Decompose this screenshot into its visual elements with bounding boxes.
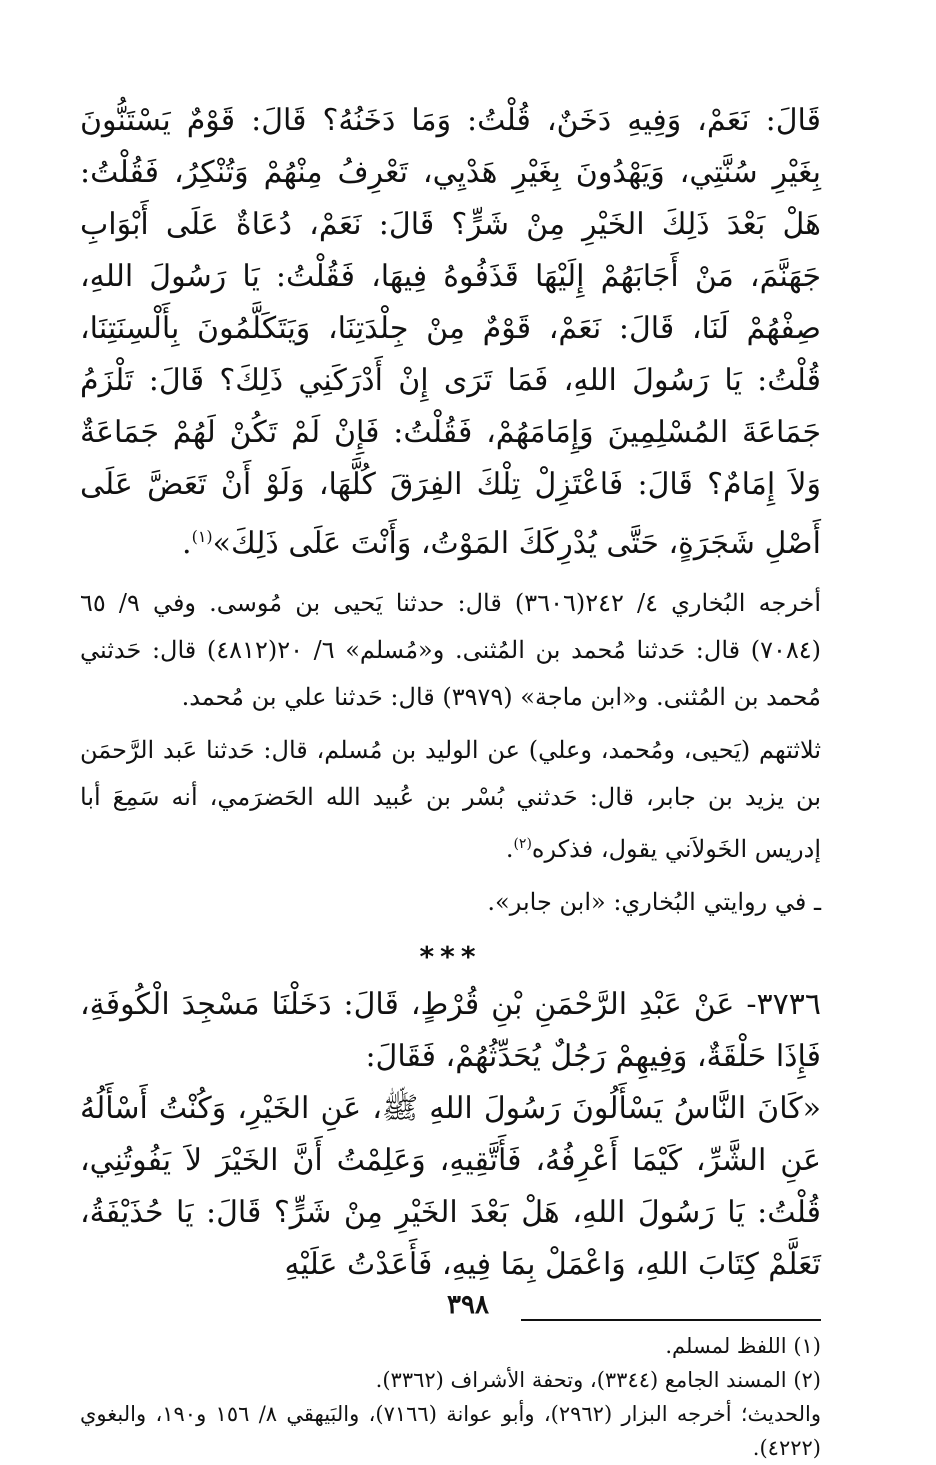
- hadith-intro: [80, 979, 821, 1083]
- narration-note: ـ في روايتي البُخاري: «ابن جابر».: [487, 888, 821, 916]
- hadith-continuation: قَالَ: نَعَمْ، وَفِيهِ دَخَنٌ، قُلْتُ: وَمَا دَخَنُهُ؟ قَالَ: قَوْمٌ يَسْتَنُّونَ بِغَيْرِ سُنَّتِي، وَيَهْدُونَ بِغَيْرِ هَدْيِي، تَعْرِفُ مِنْهُمْ وَتُنْكِرُ، فَقُلْتُ: هَلْ بَعْدَ ذَلِكَ الخَيْرِ مِنْ شَرٍّ؟ قَالَ: نَعَمْ، دُعَاةٌ عَلَى أَبْوَابِ جَهَنَّمَ، مَنْ أَجَابَهُمْ إِلَيْهَا قَذَفُوهُ فِيهَا، فَقُلْتُ: يَا رَسُولَ اللهِ، صِفْهُمْ لَنَا، قَالَ: نَعَمْ، قَوْمٌ مِنْ جِلْدَتِنَا، وَيَتَكَلَّمُونَ بِأَلْسِنَتِنَا، قُلْتُ: يَا رَسُولَ اللهِ، فَمَا تَرَى إِنْ أَدْرَكَنِي ذَلِكَ؟ قَالَ: تَلْزَمُ جَمَاعَةَ المُسْلِمِينَ وَإِمَامَهُمْ، فَقُلْتُ: فَإِنْ لَمْ تَكُنْ لَهُمْ جَمَاعَةٌ وَلاَ إِمَامٌ؟ قَالَ: فَاعْتَزِلْ تِلْكَ الفِرَقَ كُلَّهَا، وَلَوْ أَنْ تَعَضَّ عَلَى أَصْلِ شَجَرَةٍ، حَتَّى يُدْرِكَكَ المَوْتُ، وَأَنْتَ عَلَى ذَلِكَ»$^{(١)}$.: [80, 103, 821, 561]
- footnote-ref-1: (١): [191, 527, 213, 546]
- footnote-ref-2: (٢): [513, 836, 532, 852]
- section-separator: ***: [419, 940, 482, 973]
- hadith-intro-text: عَنْ عَبْدِ الرَّحْمَنِ بْنِ قُرْطٍ، قَالَ: دَخَلْنَا مَسْجِدَ الْكُوفَةِ، فَإِذَا حَلْقَةٌ، وَفِيهِمْ رَجُلٌ يُحَدِّثُهُمْ، فَقَالَ:: [80, 987, 821, 1074]
- footnote-1: (١) اللفظ لمسلم.: [665, 1334, 821, 1358]
- footnote-2: (٢) المسند الجامع (٣٣٤٤)، وتحفة الأشراف (٣٣٦٢).: [375, 1368, 821, 1392]
- footnote-3: والحديث؛ أخرجه البزار (٢٩٦٢)، وأبو عوانة (٧١٦٦)، والبَيهقي ٨/ ١٥٦ و١٩٠، والبغوي (٤٢٢٢).: [80, 1402, 821, 1460]
- page-number: ٣٩٨: [447, 1290, 489, 1320]
- takhrij-paragraph-2: ثلاثتهم (يَحيى، ومُحمد، وعلي) عن الوليد بن مُسلم، قال: حَدثنا عَبد الرَّحمَن بن يزيد بن جابر، قال: حَدثني بُسْر بن عُبيد الله الحَضرَمي، أنه سَمِعَ أبا إدريس الخَولاَني يقول، فذكره$^{(٢)}$.: [80, 736, 822, 863]
- hadith-continuation-text: قَالَ: نَعَمْ، وَفِيهِ دَخَنٌ، قُلْتُ: وَمَا دَخَنُهُ؟ قَالَ: قَوْمٌ يَسْتَنُّونَ بِغَيْرِ سُنَّتِي، وَيَهْدُونَ بِغَيْرِ هَدْيِي، تَعْرِفُ مِنْهُمْ وَتُنْكِرُ، فَقُلْتُ: هَلْ بَعْدَ ذَلِكَ الخَيْرِ مِنْ شَرٍّ؟ قَالَ: نَعَمْ، دُعَاةٌ عَلَى أَبْوَابِ جَهَنَّمَ، مَنْ أَجَابَهُمْ إِلَيْهَا قَذَفُوهُ فِيهَا، فَقُلْتُ: يَا رَسُولَ اللهِ، صِفْهُمْ لَنَا، قَالَ: نَعَمْ، قَوْمٌ مِنْ جِلْدَتِنَا، وَيَتَكَلَّمُونَ بِأَلْسِنَتِنَا، قُلْتُ: يَا رَسُولَ اللهِ، فَمَا تَرَى إِنْ أَدْرَكَنِي ذَلِكَ؟ قَالَ: تَلْزَمُ جَمَاعَةَ المُسْلِمِينَ وَإِمَامَهُمْ، فَقُلْتُ: فَإِنْ لَمْ تَكُنْ لَهُمْ جَمَاعَةٌ وَلاَ إِمَامٌ؟ قَالَ: فَاعْتَزِلْ تِلْكَ الفِرَقَ كُلَّهَا، وَلَوْ أَنْ تَعَضَّ عَلَى أَصْلِ شَجَرَةٍ، حَتَّى يُدْرِكَكَ المَوْتُ، وَأَنْتَ عَلَى ذَلِكَ»: [80, 103, 821, 561]
- hadith-number: ٣٧٣٦-: [746, 987, 821, 1022]
- hadith-text: «كَانَ النَّاسُ يَسْأَلُونَ رَسُولَ اللهِ ﷺ، عَنِ الخَيْرِ، وَكُنْتُ أَسْأَلُهُ عَنِ الشَّرِّ، كَيْمَا أَعْرِفُهُ، فَأَتَّقِيهِ، وَعَلِمْتُ أَنَّ الخَيْرَ لاَ يَفُوتُنِي، قُلْتُ: يَا رَسُولَ اللهِ، هَلْ بَعْدَ الخَيْرِ مِنْ شَرٍّ؟ قَالَ: يَا حُذَيْفَةُ، تَعَلَّمْ كِتَابَ اللهِ، وَاعْمَلْ بِمَا فِيهِ، فَأَعَدْتُ عَلَيْهِ: [80, 1091, 821, 1282]
- takhrij-paragraph-1: أخرجه البُخاري ٤/ ٢٤٢(٣٦٠٦) قال: حدثنا يَحيى بن مُوسى. وفي ٩/ ٦٥ (٧٠٨٤) قال: حَدثنا مُحمد بن المُثنى. و«مُسلم» ٦/ ٢٠(٤٨١٢) قال: حَدثني مُحمد بن المُثنى. و«ابن ماجة» (٣٩٧٩) قال: حَدثنا علي بن مُحمد.: [80, 589, 822, 711]
- takhrij-paragraph-2-text: ثلاثتهم (يَحيى، ومُحمد، وعلي) عن الوليد بن مُسلم، قال: حَدثنا عَبد الرَّحمَن بن يزيد بن جابر، قال: حَدثني بُسْر بن عُبيد الله الحَضرَمي، أنه سَمِعَ أبا إدريس الخَولاَني يقول، فذكره: [80, 736, 822, 863]
